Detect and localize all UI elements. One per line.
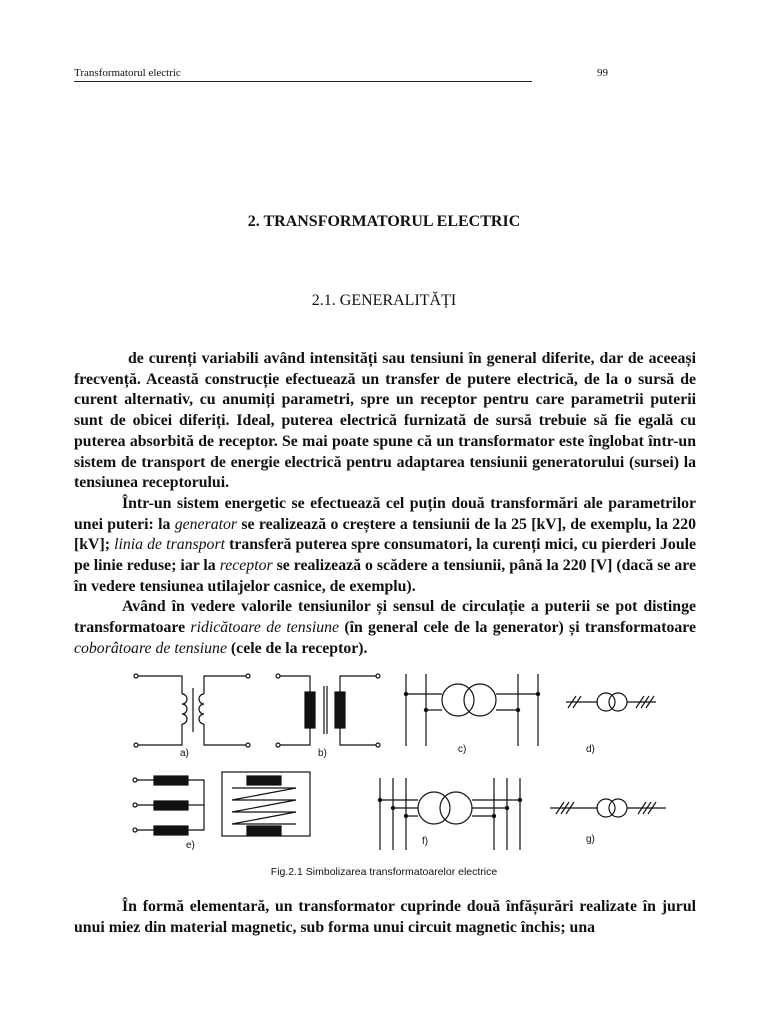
transformer-symbols-figure — [100, 660, 680, 860]
paragraph-4: În formă elementară, un transformator cuprinde două înfășurări realizate în jurul unui miez din material magnetic, sub forma unui circuit magnetic închis; una — [74, 898, 696, 936]
label-a: a) — [180, 748, 189, 759]
label-c: c) — [458, 744, 467, 755]
chapter-title: 2. TRANSFORMATORUL ELECTRIC — [247, 213, 521, 230]
symbol-c-busbars — [404, 674, 539, 746]
term-generator: generator — [174, 515, 238, 533]
label-f: f) — [422, 836, 429, 847]
symbol-d-single-line — [566, 693, 656, 711]
page-number: 99 — [597, 67, 608, 79]
body-text-block — [74, 349, 696, 660]
header-rule — [74, 81, 532, 82]
term-receptor: receptor — [219, 557, 273, 575]
symbol-b-iron-core — [276, 674, 380, 747]
figure-caption: Fig.2.1 Simbolizarea transformatoarelor electrice — [270, 866, 498, 878]
running-title: Transformatorul electric — [74, 67, 181, 79]
label-b: b) — [318, 748, 327, 759]
symbol-a-coils — [134, 674, 250, 747]
term-ridicatoare: ridicătoare de tensiune — [190, 619, 340, 637]
term-linie-transport: linia de transport — [114, 536, 225, 554]
symbol-f-busbars — [378, 778, 521, 850]
transformer-symbols-drawing — [100, 660, 680, 860]
label-d: d) — [586, 744, 595, 755]
symbol-g-single-line — [550, 799, 666, 817]
paragraph-2: Într-un sistem energetic se efectuează cel puțin două transformări ale parametrilor unei puteri: la generator se realizează o creștere a tensiunii de la 25 [kV], de exemplu, la 220 [kV]; linia de transport transferă puterea spre consumatori, la curenți mici, cu pierderi Joule pe linie reduse; iar la receptor se realizează o scădere a tensiunii, până la 220 [V] (dacă se are în vedere tensiunea utilajelor casnice, de exemplu). — [74, 494, 696, 595]
term-coboratoare: coborâtoare de tensiune — [74, 639, 227, 657]
body-text-block-2 — [74, 897, 696, 938]
section-title: 2.1. GENERALITĂȚI — [311, 292, 457, 309]
symbol-e-three-phase — [133, 772, 310, 836]
paragraph-3: Având în vedere valorile tensiunilor și sensul de circulație a puterii se pot distinge transformatoare ridicătoare de tensiune (în general cele de la generator) și transformatoare coborâtoare de tensiune (cele de la receptor). — [74, 598, 696, 657]
label-g: g) — [586, 834, 595, 845]
paragraph-1: de curenți variabili având intensități sau tensiuni în general diferite, dar de aceeași frecvență. Această construcție efectuează un transfer de putere electrică, de la o sursă de curent alternativ, cu anumiți parametri, spre un receptor pentru care parametrii puterii sunt de obicei diferiți. Ideal, puterea electrică furnizată de sursă trebuie să fie egală cu puterea absorbită de receptor. Se mai poate spune că un transformator este înglobat într-un sistem de transport de energie electrică pentru adaptarea tensiunii generatorului (sursei) la tensiunea receptorului. — [74, 350, 696, 492]
label-e: e) — [186, 840, 195, 851]
